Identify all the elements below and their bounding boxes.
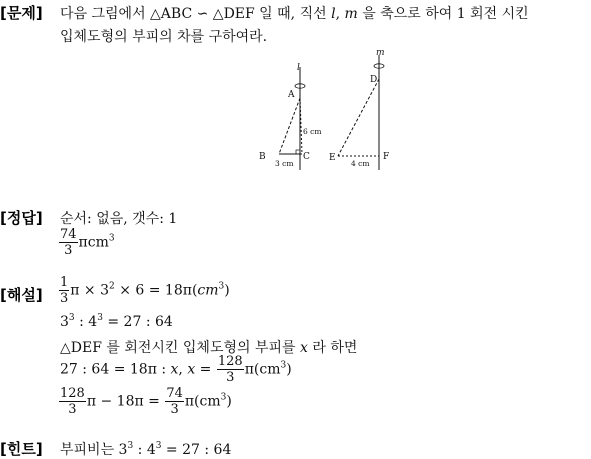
sol4-c: = [195, 361, 216, 378]
hint-a: 부피비는 3 [60, 442, 128, 458]
hint-e1: 3 [127, 441, 134, 451]
answer-order-line: 순서: 없음, 갯수: 1 [60, 211, 178, 227]
sol5-fraction-1 [59, 386, 86, 417]
sol1-d: ) [224, 282, 230, 299]
problem-text-1b: 을 축으로 하여 1 회전 시킨 [357, 6, 529, 22]
sol2-b: : 4 [74, 314, 98, 330]
sol5-e: 3 [220, 392, 227, 403]
sol1-a: π × 3 [70, 282, 110, 299]
answer-suffix: πcm [78, 234, 109, 251]
base-label-left: 3 cm [275, 159, 294, 168]
hint-line [60, 439, 231, 459]
sol4-a: 27 : 64 = 18π : [60, 361, 171, 378]
problem-tag: [문제] [0, 4, 43, 22]
sol2-e2: 3 [97, 313, 103, 323]
cone-figure [253, 45, 423, 175]
sol4-d: π(cm [244, 361, 281, 378]
solution-tag: [해설] [0, 286, 43, 304]
sol4-x2: x [187, 361, 196, 378]
problem-text-1: 다음 그림에서 △ABC ∽ △DEF 일 때, 직선 [60, 6, 332, 22]
sol1-frac-num: 1 [60, 275, 69, 290]
answer-value-line [58, 227, 115, 258]
sol1-e1: 2 [109, 281, 115, 292]
vertex-f: F [383, 152, 390, 162]
sol2-e1: 3 [68, 313, 75, 323]
sol3-a: △DEF 를 회전시킨 입체도형의 부피를 [60, 340, 300, 356]
sol5-c: ) [226, 393, 232, 410]
answer-frac-num: 74 [60, 227, 77, 242]
sol4-b: , [178, 361, 188, 378]
vertex-a: A [288, 90, 295, 100]
answer-frac-den: 3 [64, 243, 73, 258]
sol4-x1: x [170, 361, 179, 378]
answer-exponent: 3 [108, 233, 115, 244]
sol1-c: cm [197, 282, 219, 299]
var-l: l [331, 6, 336, 22]
solution-line-5 [58, 386, 232, 417]
hint-b: : 4 [133, 442, 156, 458]
sol4-frac-den: 3 [226, 370, 235, 385]
var-m: m [344, 6, 358, 22]
sol5-frac2-num: 74 [166, 386, 183, 401]
sol5-a: π − 18π = [86, 393, 165, 410]
sol1-frac-den: 3 [60, 291, 69, 306]
comma: , [335, 6, 345, 22]
problem-line-1 [60, 3, 529, 23]
answer-fraction [59, 227, 78, 258]
sol2-a: 3 [60, 314, 69, 330]
sol5-frac2-den: 3 [170, 402, 179, 417]
sol5-frac1-num: 128 [60, 386, 85, 401]
vertex-c: C [303, 152, 310, 162]
sol1-b: × 6 = 18π( [114, 282, 198, 299]
sol5-fraction-2 [165, 386, 184, 417]
hint-c: = 27 : 64 [161, 442, 232, 458]
base-label-right: 4 cm [351, 159, 370, 168]
problem-line-2: 입체도형의 부피의 차를 구하여라. [60, 29, 268, 45]
solution-line-4 [60, 354, 292, 385]
height-label-left: 6 cm [303, 127, 322, 136]
axis-label-l: l [297, 63, 300, 73]
sol3-x: x [300, 340, 308, 356]
answer-tag: [정답] [0, 209, 43, 227]
solution-line-1 [58, 275, 230, 306]
sol4-f: ) [286, 361, 292, 378]
sol4-e: 3 [280, 360, 287, 371]
sol4-fraction [217, 354, 244, 385]
sol1-fraction [59, 275, 69, 306]
sol4-frac-num: 128 [217, 354, 243, 369]
sol5-frac1-den: 3 [68, 402, 77, 417]
vertex-e: E [329, 153, 336, 163]
sol1-e2: 3 [218, 281, 225, 292]
solution-line-2 [60, 314, 173, 330]
sol5-b: π(cm [184, 393, 221, 410]
hint-tag: [힌트] [0, 440, 43, 458]
hint-e2: 3 [155, 441, 162, 451]
sol3-b: 라 하면 [307, 340, 358, 356]
vertex-d: D [370, 75, 378, 85]
axis-label-m: m [376, 48, 385, 58]
vertex-b: B [259, 152, 266, 162]
sol2-c: = 27 : 64 [102, 314, 173, 330]
